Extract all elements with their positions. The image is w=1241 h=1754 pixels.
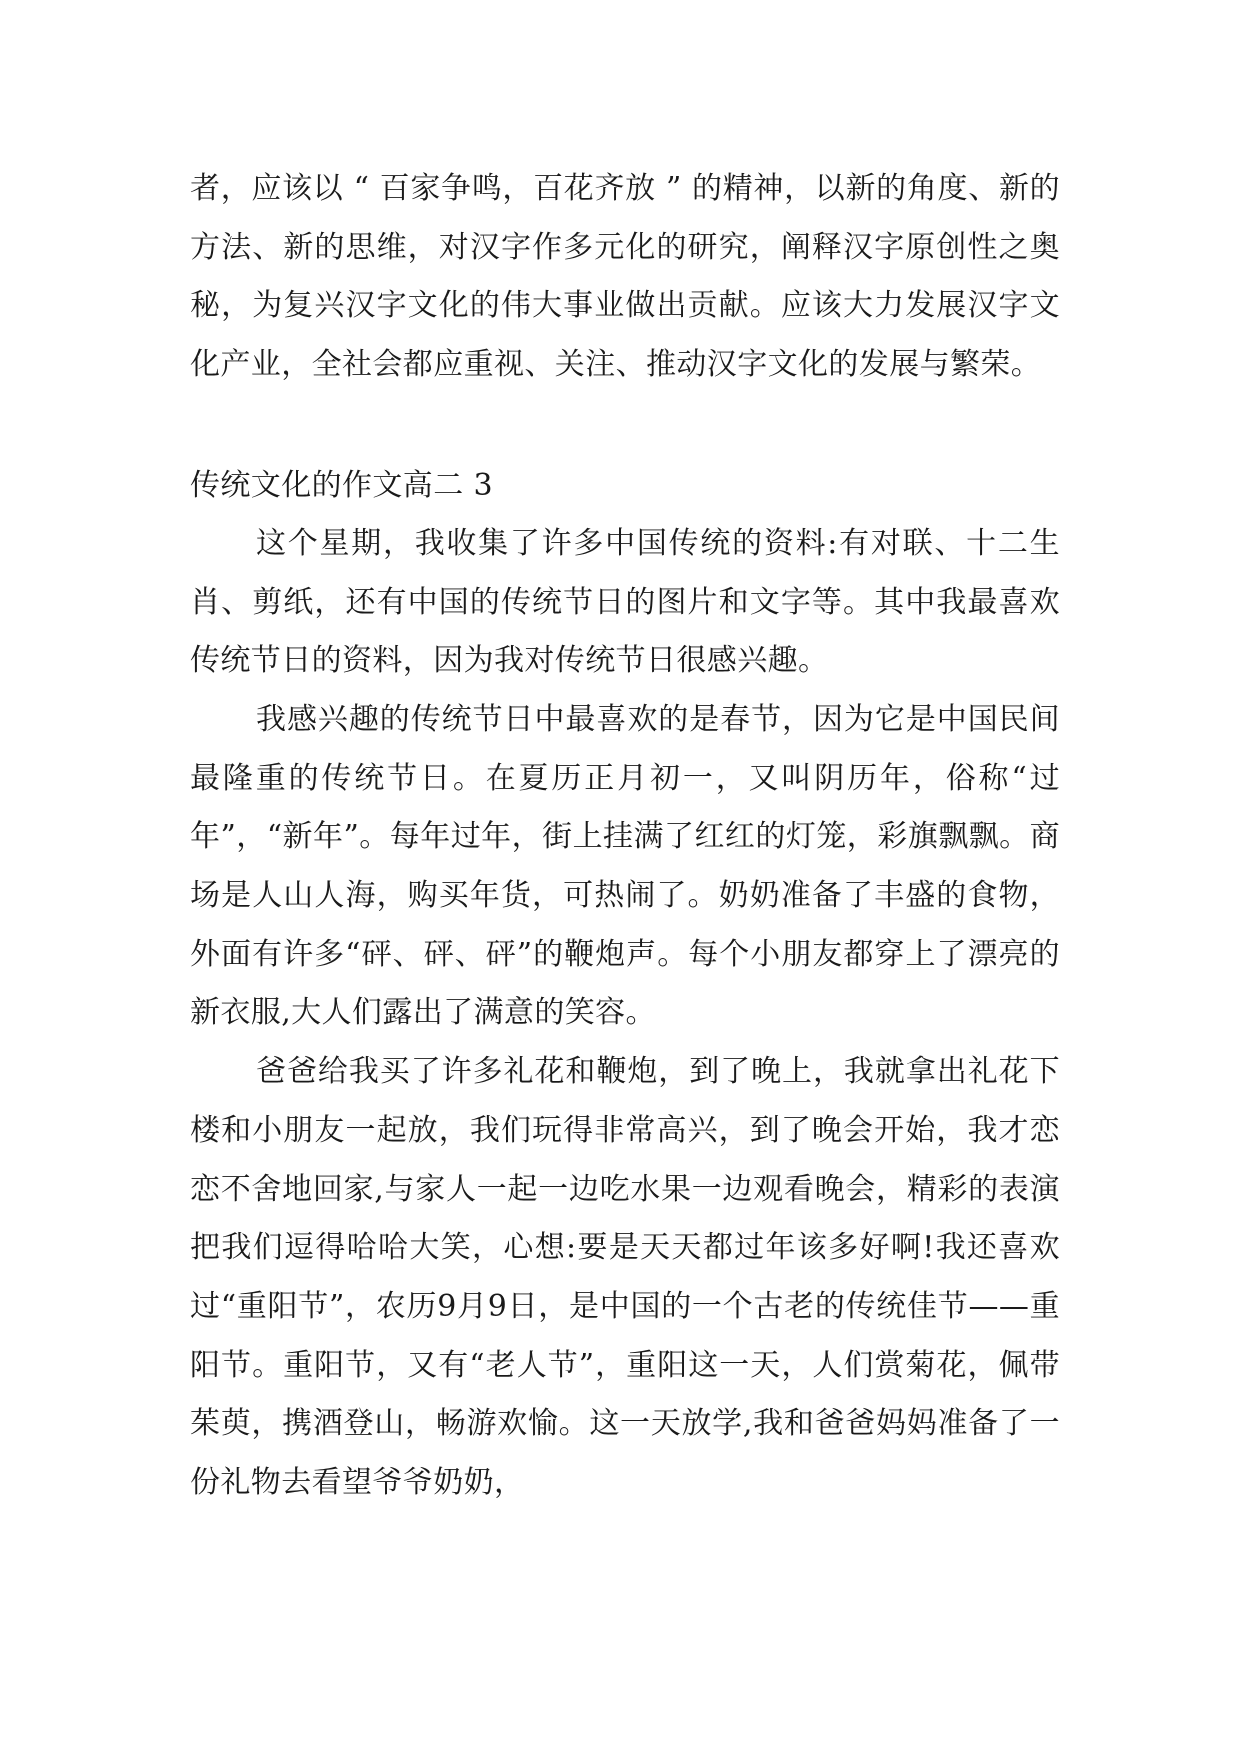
intro-paragraph: 者，应该以 “ 百家争鸣，百花齐放 ” 的精神，以新的角度、新的方法、新的思维，对汉字作多元化的研究，阐释汉字原创性之奥秘，为复兴汉字文化的伟大事业做出贡献。应该大力发展汉字文化产业，全社会都应重视、关注、推动汉字文化的发展与繁荣。 [190, 171, 1060, 383]
body-paragraph-1: 这个星期，我收集了许多中国传统的资料:有对联、十二生肖、剪纸，还有中国的传统节日的图片和文字等。其中我最喜欢传统节日的资料，因为我对传统节日很感兴趣。 [190, 525, 1060, 679]
body-paragraph-2: 我感兴趣的传统节日中最喜欢的是春节，因为它是中国民间最隆重的传统节日。在夏历正月初一，又叫阴历年，俗称“过年”，“新年”。每年过年，街上挂满了红红的灯笼，彩旗飘飘。商场是人山人海，购买年货，可热闹了。奶奶准备了丰盛的食物，外面有许多“砰、砰、砰”的鞭炮声。每个小朋友都穿上了漂亮的新衣服,大人们露出了满意的笑容。 [190, 701, 1060, 1031]
document-body [190, 160, 1060, 1513]
section-title: 传统文化的作文高二 3 [190, 467, 494, 503]
body-paragraph-3: 爸爸给我买了许多礼花和鞭炮，到了晚上，我就拿出礼花下楼和小朋友一起放，我们玩得非常高兴，到了晚会开始，我才恋恋不舍地回家,与家人一起一边吃水果一边观看晚会，精彩的表演把我们逗得哈哈大笑，心想:要是天天都过年该多好啊!我还喜欢过“重阳节”，农历9月9日，是中国的一个古老的传统佳节——重阳节。重阳节，又有“老人节”，重阳这一天，人们赏菊花，佩带茱萸，携酒登山，畅游欢愉。这一天放学,我和爸爸妈妈准备了一份礼物去看望爷爷奶奶， [190, 1054, 1060, 1501]
